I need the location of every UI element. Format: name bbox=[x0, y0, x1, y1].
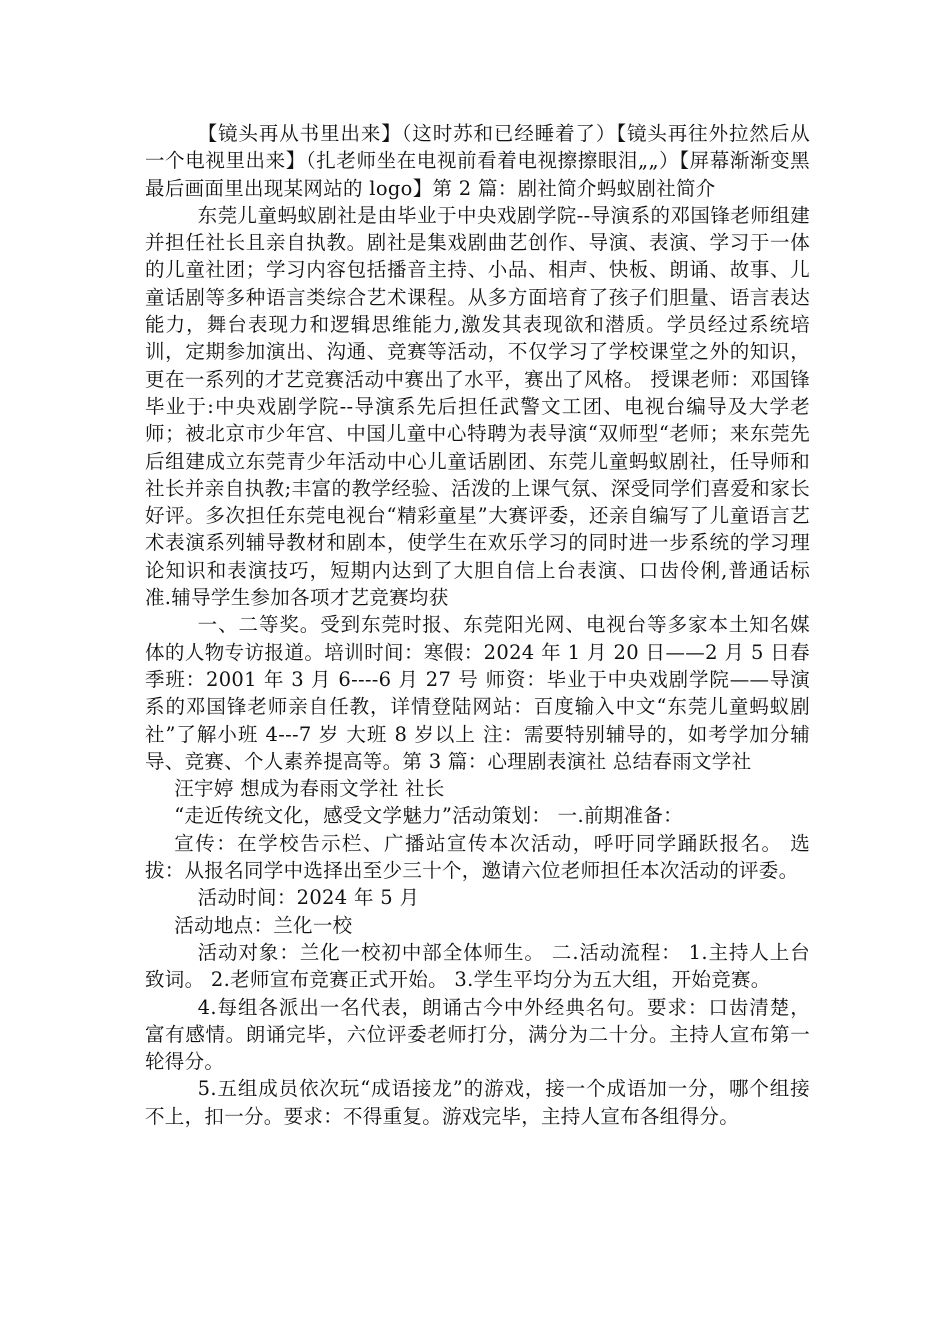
paragraph-step-4: 4.每组各派出一名代表，朗诵古今中外经典名句。要求：口齿清楚，富有感情。朗诵完毕，六位评委老师打分，满分为二十分。主持人宣布第一轮得分。 bbox=[145, 995, 810, 1074]
paragraph-author: 汪宇婷 想成为春雨文学社 社长 bbox=[174, 777, 445, 801]
paragraph-activity-process: 活动对象：兰化一校初中部全体师生。 二.活动流程： 1.主持人上台致词。 2.老师宣布竞赛正式开始。 3.学生平均分为五大组，开始竞赛。 bbox=[145, 940, 810, 992]
paragraph-step-5: 5.五组成员依次玩“成语接龙”的游戏，接一个成语加一分，哪个组接不上，扣一分。要求：不得重复。游戏完毕，主持人宣布各组得分。 bbox=[145, 1077, 810, 1128]
paragraph-script-ending: 【镜头再从书里出来】（这时苏和已经睡着了）【镜头再往外拉然后从一个电视里出来】（扎老师坐在电视前看着电视擦擦眼泪„„）【屏幕渐渐变黑最后画面里出现某网站的 logo】第 2 篇：剧社简介蚂蚁剧社简介 bbox=[145, 122, 810, 200]
paragraph-awards-training: 一、二等奖。受到东莞时报、东莞阳光网、电视台等多家本土知名媒体的人物专访报道。培训时间：寒假：2024 年 1 月 20 日——2 月 5 日春季班：2001 年 3 月 6----6 月 27 号 师资：毕业于中央戏剧学院——导演系的邓国锋老师亲自任教，详情登陆网站：百度输入中文“东莞儿童蚂蚁剧社”了解小班 4---7 岁 大班 8 岁以上 注：需要特别辅导的，如考学加分辅导、竞赛、个人素养提高等。第 3 篇：心理剧表演社 总结春雨文学社 bbox=[145, 613, 810, 773]
document-page bbox=[145, 120, 810, 1130]
paragraph-activity-title: “走近传统文化，感受文学魅力”活动策划： 一.前期准备： bbox=[174, 804, 683, 828]
paragraph-activity-place: 活动地点：兰化一校 bbox=[174, 913, 353, 937]
paragraph-activity-time: 活动时间：2024 年 5 月 bbox=[197, 886, 420, 910]
paragraph-troupe-intro: 东莞儿童蚂蚁剧社是由毕业于中央戏剧学院--导演系的邓国锋老师组建并担任社长且亲自执教。剧社是集戏剧曲艺创作、导演、表演、学习于一体的儿童社团；学习内容包括播音主持、小品、相声、快板、朗诵、故事、儿童话剧等多种语言类综合艺术课程。从多方面培育了孩子们胆量、语言表达能力，舞台表现力和逻辑思维能力,激发其表现欲和潜质。学员经过系统培训，定期参加演出、沟通、竞赛等活动，不仅学习了学校课堂之外的知识，更在一系列的才艺竞赛活动中赛出了水平，赛出了风格。 授课老师：邓国锋 毕业于:中央戏剧学院--导演系先后担任武警文工团、电视台编导及大学老师；被北京市少年宫、中国儿童中心特聘为表导演“双师型“老师；来东莞先后组建成立东莞青少年活动中心儿童话剧团、东莞儿童蚂蚁剧社，任导师和社长并亲自执教;丰富的教学经验、活泼的上课气氛、深受同学们喜爱和家长好评。多次担任东莞电视台“精彩童星”大赛评委，还亲自编写了儿童语言艺术表演系列辅导教材和剧本，使学生在欢乐学习的同时进一步系统的学习理论知识和表演技巧，短期内达到了大胆自信上台表演、口齿伶俐,普通话标准.辅导学生参加各项才艺竞赛均获 bbox=[145, 203, 810, 610]
paragraph-publicity: 宣传：在学校告示栏、广播站宣传本次活动，呼吁同学踊跃报名。 选拔：从报名同学中选择出至少三十个，邀请六位老师担任本次活动的评委。 bbox=[145, 831, 810, 883]
